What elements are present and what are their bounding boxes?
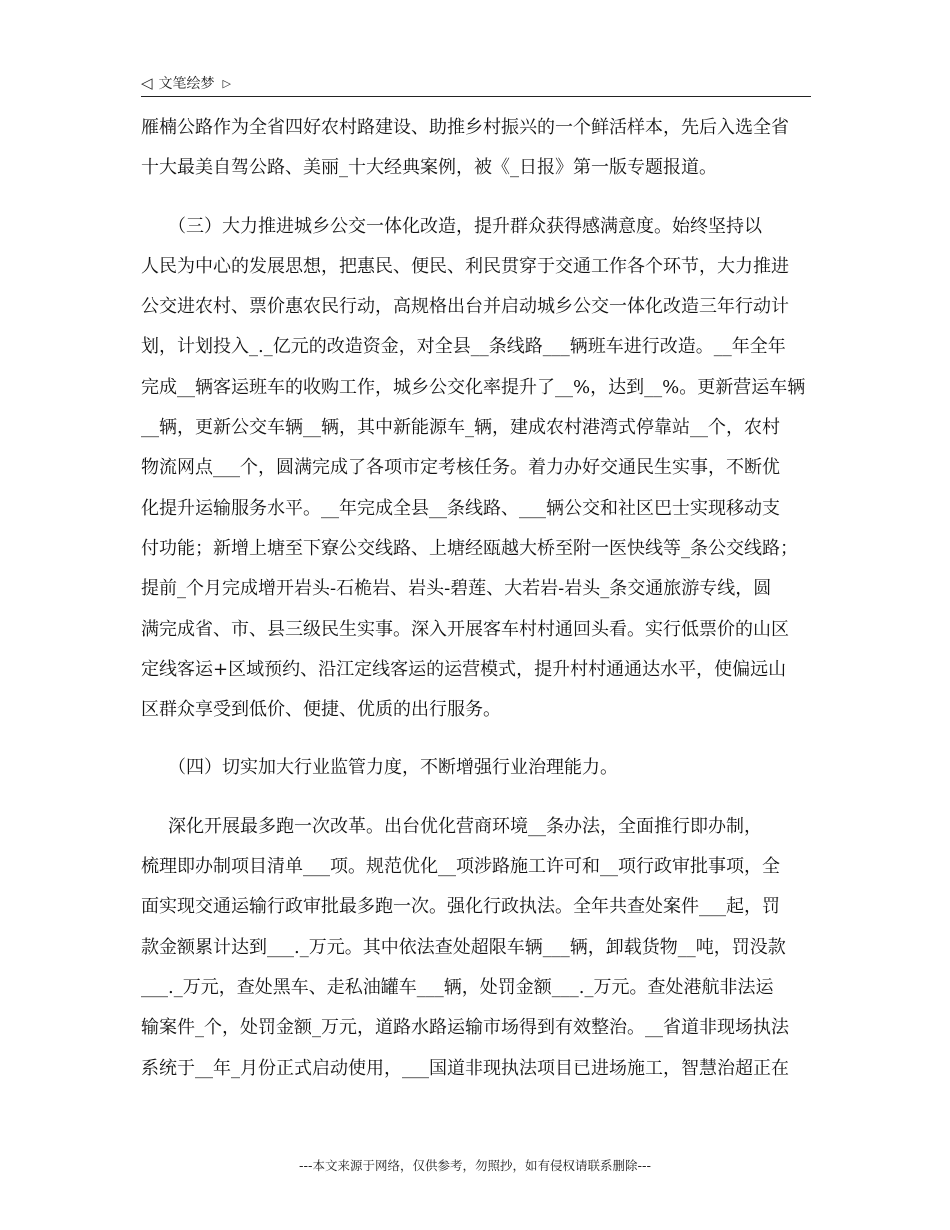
text-line: 划，计划投入_._亿元的改造资金，对全县__条线路___辆班车进行改造。__年全年 [141, 336, 786, 358]
text-line: 完成__辆客运班车的收购工作，城乡公交化率提升了__%，达到__%。更新营运车辆 [141, 376, 806, 398]
text-line: 人民为中心的发展思想，把惠民、便民、利民贯穿于交通工作各个环节，大力推进 [141, 255, 789, 277]
text-line: 付功能；新增上塘至下寮公交线路、上塘经瓯越大桥至附一医快线等_条公交线路； [141, 537, 798, 559]
text-line: 化提升运输服务水平。__年完成全县__条线路、___辆公交和社区巴士实现移动支 [141, 497, 780, 519]
text-line: 系统于__年_月份正式启动使用，___国道非现执法项目已进场施工，智慧治超正在 [141, 1057, 789, 1079]
text-line: 梳理即办制项目清单___项。规范优化__项涉路施工许可和__项行政审批事项，全 [141, 856, 780, 878]
text-line: 深化开展最多跑一次改革。出台优化营商环境__条办法，全面推行即办制， [168, 815, 762, 837]
text-line: __辆，更新公交车辆__辆，其中新能源车_辆，建成农村港湾式停靠站__个，农村 [141, 417, 780, 439]
paragraph-gap [141, 189, 813, 207]
text-line: 公交进农村、票价惠农民行动，高规格出台并启动城乡公交一体化改造三年行动计 [141, 296, 789, 318]
text-line: 面实现交通运输行政审批最多跑一次。强化行政执法。全年共查处案件___起，罚 [141, 896, 780, 918]
triangle-right-outline-icon: ▷ [222, 76, 232, 90]
page-footer-notice: ---本文来源于网络，仅供参考，勿照抄，如有侵权请联系删除--- [298, 1158, 652, 1173]
text-line: 十大最美自驾公路、美丽_十大经典案例，被《_日报》第一版专题报道。 [141, 157, 717, 179]
text-line: 定线客运+区域预约、沿江定线客运的运营模式，提升村村通通达水平，使偏远山 [141, 658, 787, 680]
text-line: 提前_个月完成增开岩头-石桅岩、岩头-碧莲、大若岩-岩头_条交通旅游专线，圆 [141, 578, 772, 600]
page-header [141, 72, 811, 97]
paragraph-gap [141, 789, 813, 807]
text-line: 款金额累计达到___._万元。其中依法查处超限车辆___辆，卸载货物__吨，罚没款 [141, 936, 786, 958]
triangle-left-outline-icon: ◁ [141, 73, 153, 92]
brand-mark [141, 72, 231, 94]
brand-name: 文笔绘梦 [158, 76, 215, 92]
paragraph-gap [141, 730, 813, 748]
text-line: 满完成省、市、县三级民生实事。深入开展客车村村通回头看。实行低票价的山区 [141, 618, 789, 640]
text-line: 物流网点___个，圆满完成了各项市定考核任务。着力办好交通民生实事，不断优 [141, 457, 780, 479]
text-line: ___._万元，查处黑车、走私油罐车___辆，处罚金额___._万元。查处港航非法运 [141, 976, 774, 998]
section-heading-3: （三）大力推进城乡公交一体化改造，提升群众获得感满意度。始终坚持以 [168, 215, 762, 237]
document-body [141, 108, 813, 1089]
section-heading-4: （四）切实加大行业监管力度，不断增强行业治理能力。 [168, 757, 618, 779]
text-line: 区群众享受到低价、便捷、优质的出行服务。 [141, 699, 501, 721]
text-line: 雁楠公路作为全省四好农村路建设、助推乡村振兴的一个鲜活样本，先后入选全省 [141, 117, 789, 138]
text-line: 输案件_个，处罚金额_万元，道路水路运输市场得到有效整治。__省道非现场执法 [141, 1017, 789, 1039]
